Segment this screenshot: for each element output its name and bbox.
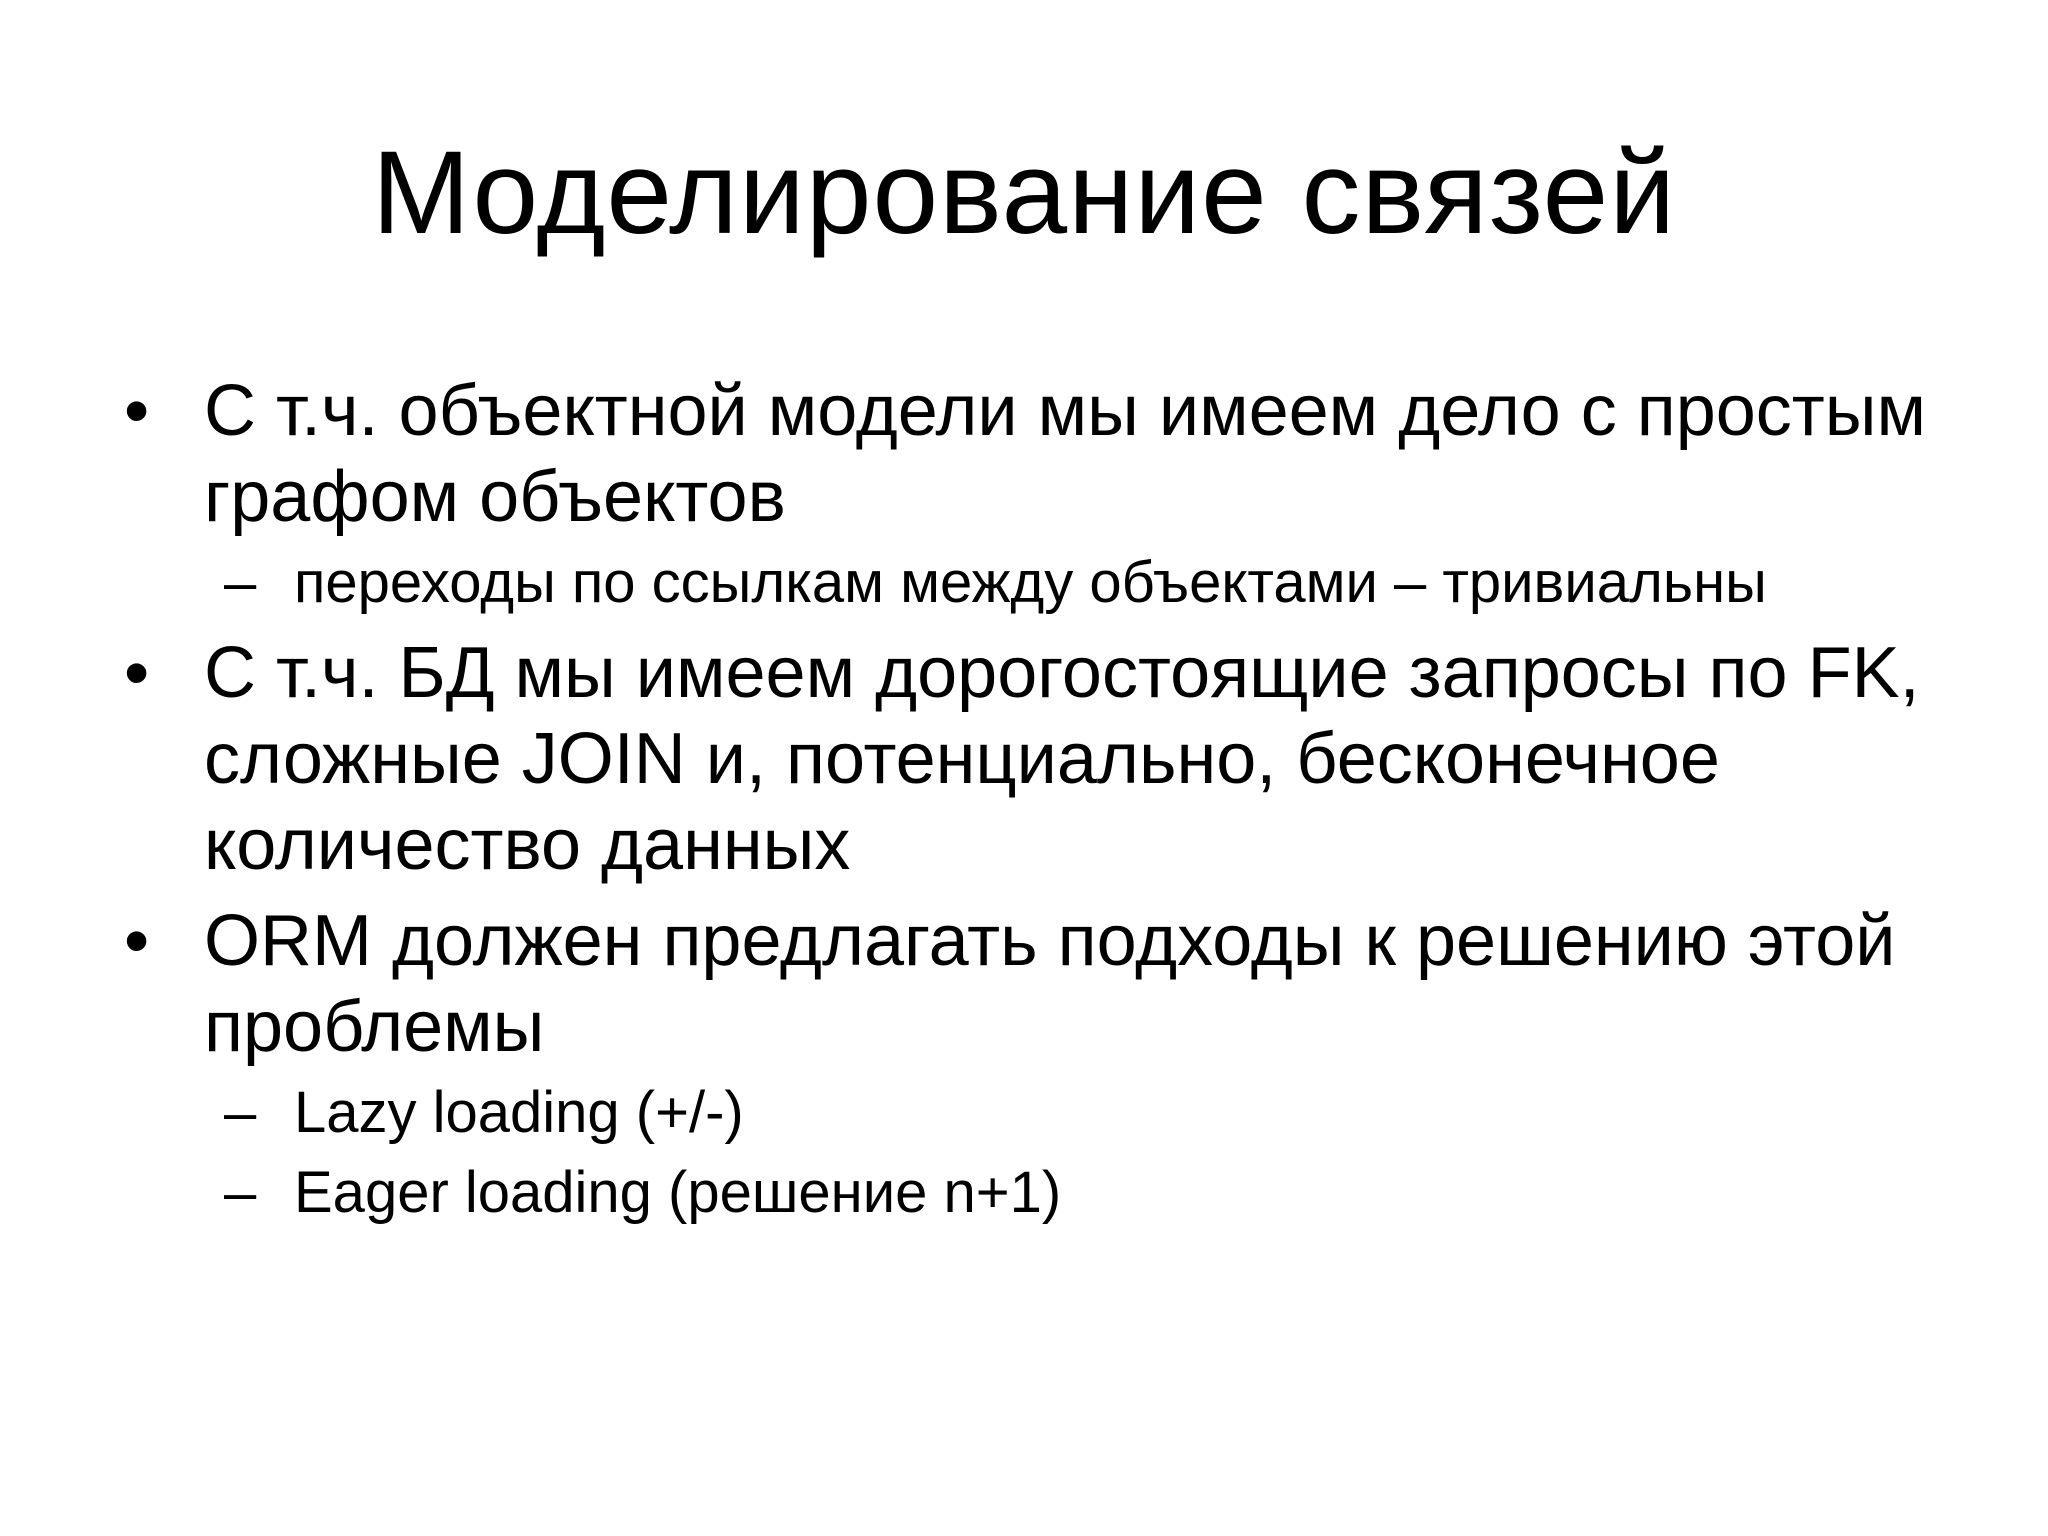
sub-bullet-text: Eager loading (решение n+1) — [294, 1160, 1062, 1225]
bullet-marker: • — [124, 901, 150, 981]
bullet-text: С т.ч. БД мы имеем дорогостоящие запросы по FK, сложные JOIN и, потенциально, бесконечное количество данных — [204, 633, 1920, 885]
sub-bullet-item — [124, 550, 1944, 616]
bullet-item — [124, 898, 1944, 1070]
dash-marker: – — [224, 1160, 257, 1225]
sub-bullet-item — [124, 1160, 1944, 1226]
sub-bullet-text: Lazy loading (+/-) — [294, 1080, 744, 1145]
sub-bullet-text: переходы по ссылкам между объектами – тривиальны — [294, 550, 1767, 615]
bullet-marker: • — [124, 371, 150, 451]
dash-marker: – — [224, 550, 257, 615]
bullet-text: С т.ч. объектной модели мы имеем дело с простым графом объектов — [204, 371, 1927, 537]
bullet-text: ORM должен предлагать подходы к решению этой проблемы — [204, 901, 1896, 1067]
bullet-item — [124, 630, 1944, 888]
slide-content — [124, 368, 1944, 1240]
dash-marker: – — [224, 1080, 257, 1145]
sub-bullet-item — [124, 1080, 1944, 1146]
slide-title: Моделирование связей — [371, 127, 1677, 259]
bullet-marker: • — [124, 633, 150, 713]
bullet-item — [124, 368, 1944, 540]
